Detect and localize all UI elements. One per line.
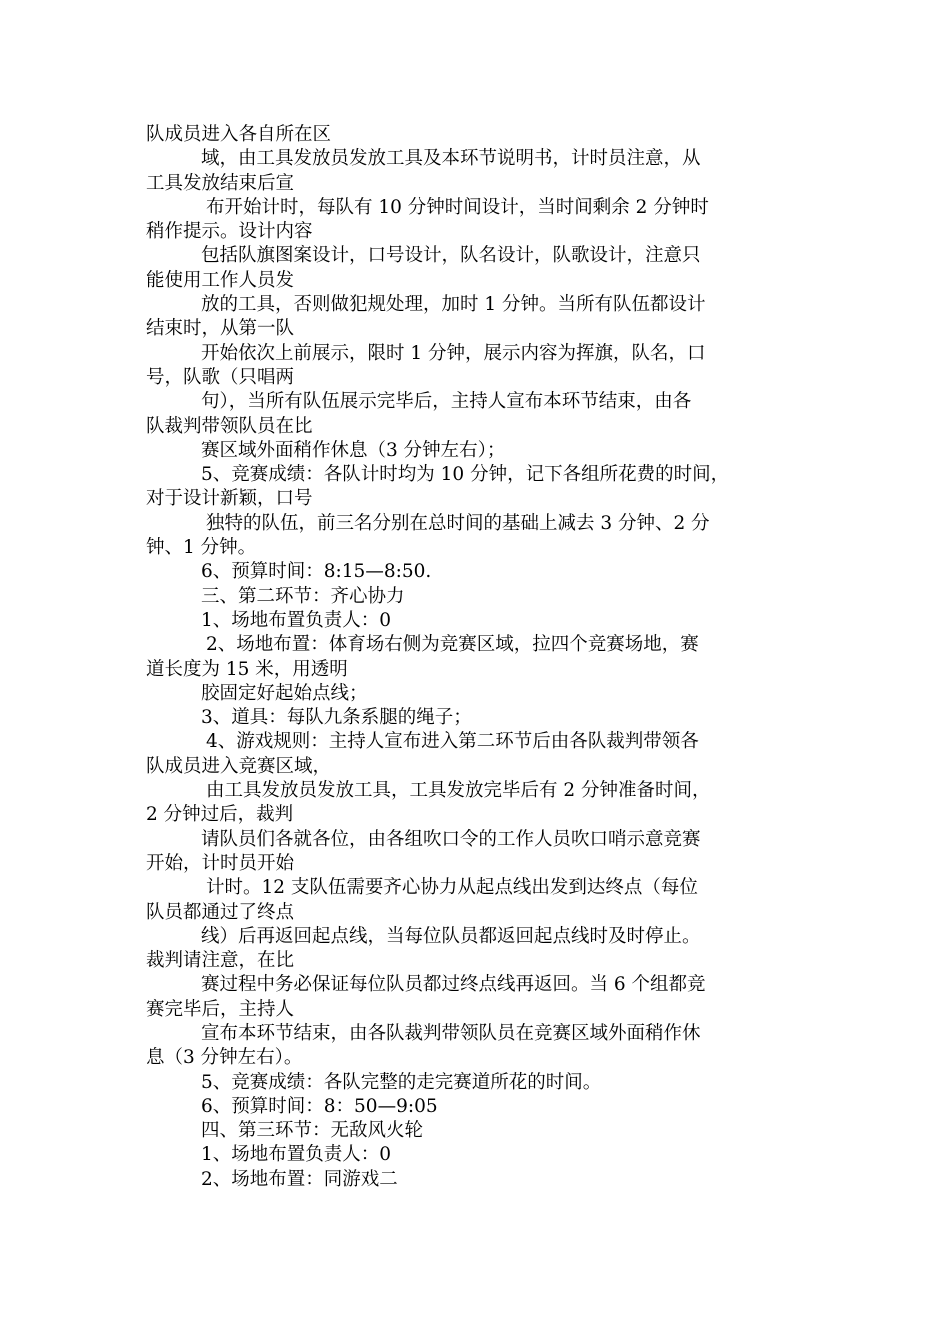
text-line: 布开始计时，每队有 10 分钟时间设计，当时间剩余 2 分钟时	[206, 196, 709, 218]
text-line: 裁判请注意，在比	[146, 950, 295, 972]
text-line: 开始，计时员开始	[146, 852, 295, 874]
text-line: 开始依次上前展示，限时 1 分钟，展示内容为挥旗，队名，口	[201, 342, 706, 364]
text-line: 赛区域外面稍作休息（3 分钟左右）；	[201, 439, 506, 461]
text-line: 息（3 分钟左右）。	[146, 1047, 303, 1069]
text-line: 1、场地布置负责人：0	[201, 1144, 392, 1166]
text-line: 队成员进入各自所在区	[146, 124, 332, 145]
text-line: 四、第三环节：无敌风火轮	[201, 1120, 424, 1142]
text-line: 放的工具，否则做犯规处理，加时 1 分钟。当所有队伍都设计	[201, 294, 706, 316]
text-line: 6、预算时间：8:15—8:50.	[201, 561, 432, 583]
text-line: 请队员们各就各位，由各组吹口令的工作人员吹口哨示意竞赛	[201, 828, 701, 850]
text-line: 6、预算时间：8：50—9:05	[201, 1095, 438, 1117]
text-line: 赛过程中务必保证每位队员都过终点线再返回。当 6 个组都竞	[201, 974, 706, 996]
text-line: 胶固定好起始点线；	[201, 682, 368, 704]
text-line: 4、游戏规则：主持人宣布进入第二环节后由各队裁判带领各	[206, 731, 699, 753]
text-line: 赛完毕后，主持人	[146, 998, 295, 1020]
text-line: 钟、1 分钟。	[146, 537, 257, 559]
text-line: 5、竞赛成绩：各队完整的走完赛道所花的时间。	[201, 1071, 602, 1093]
text-line: 对于设计新颖，口号	[146, 488, 313, 510]
text-line: 稍作提示。设计内容	[146, 221, 313, 243]
text-line: 独特的队伍，前三名分别在总时间的基础上减去 3 分钟、2 分	[206, 512, 710, 534]
text-line: 5、竞赛成绩：各队计时均为 10 分钟，记下各组所花费的时间，	[201, 464, 730, 486]
text-line: 号，队歌（只唱两	[146, 366, 295, 388]
text-line: 由工具发放员发放工具，工具发放完毕后有 2 分钟准备时间，	[206, 780, 711, 802]
text-line: 线）后再返回起点线，当每位队员都返回起点线时及时停止。	[201, 925, 701, 947]
document-body	[146, 123, 818, 1192]
text-line: 2、场地布置：同游戏二	[201, 1168, 398, 1190]
text-line: 计时。12 支队伍需要齐心协力从起点线出发到达终点（每位	[206, 877, 698, 899]
text-line: 能使用工作人员发	[146, 269, 295, 291]
text-line: 结束时，从第一队	[146, 318, 295, 340]
text-line: 道长度为 15 米，用透明	[146, 658, 348, 680]
text-line: 包括队旗图案设计，口号设计，队名设计，队歌设计，注意只	[201, 245, 701, 267]
text-line: 工具发放结束后宣	[146, 172, 295, 194]
text-line: 三、第二环节：齐心协力	[201, 585, 405, 607]
text-line: 宣布本环节结束，由各队裁判带领队员在竞赛区域外面稍作休	[201, 1022, 701, 1044]
text-line: 域，由工具发放员发放工具及本环节说明书，计时员注意，从	[201, 148, 701, 170]
text-line: 2、场地布置：体育场右侧为竞赛区域，拉四个竞赛场地，赛	[206, 634, 699, 656]
text-line: 1、场地布置负责人：0	[201, 609, 392, 631]
text-line: 2 分钟过后，裁判	[146, 804, 294, 826]
text-line: 队员都通过了终点	[146, 901, 295, 923]
text-line: 3、道具：每队九条系腿的绳子；	[201, 707, 472, 729]
text-line: 队成员进入竞赛区域，	[146, 755, 332, 777]
text-line: 句），当所有队伍展示完毕后，主持人宣布本环节结束，由各	[201, 391, 692, 413]
text-line: 队裁判带领队员在比	[146, 415, 313, 437]
